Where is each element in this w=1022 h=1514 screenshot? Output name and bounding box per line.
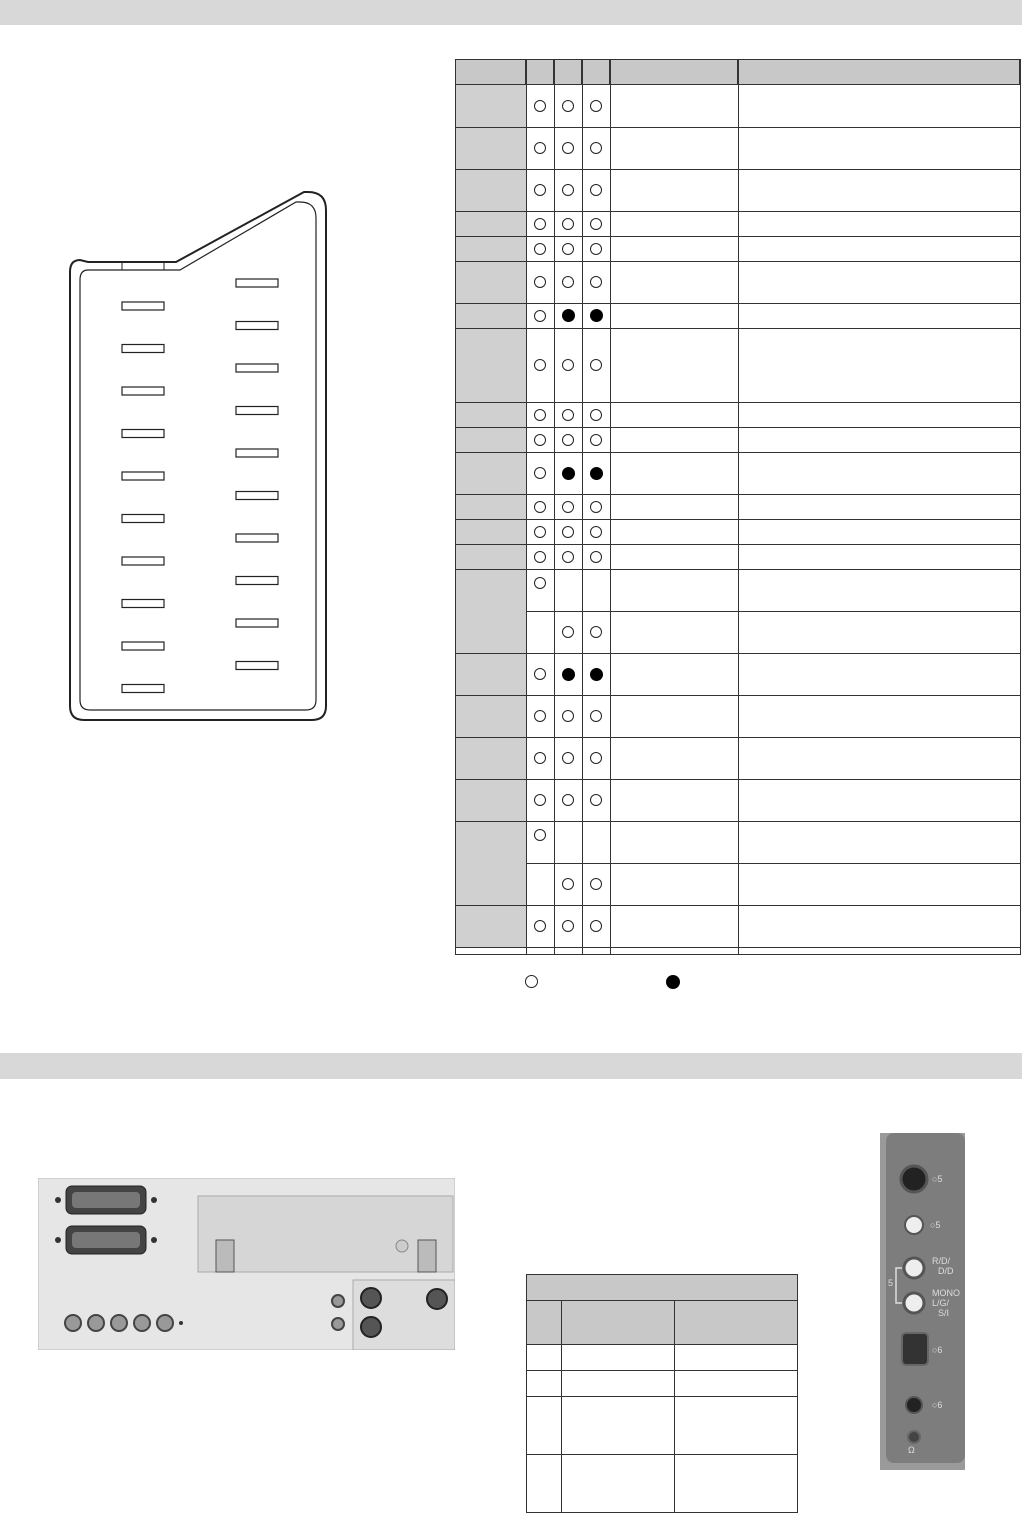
open-circle-icon	[590, 100, 602, 112]
pin-number-cell	[456, 821, 526, 905]
open-circle-icon	[590, 501, 602, 513]
open-circle-icon	[562, 501, 574, 513]
table-header-cell	[554, 60, 582, 85]
pin-number-cell	[456, 169, 526, 211]
svg-text:L/G/: L/G/	[932, 1298, 950, 1308]
pin-number-cell	[456, 779, 526, 821]
open-circle-icon	[534, 218, 546, 230]
table-row-divider	[526, 863, 1020, 864]
pin-number-cell	[456, 653, 526, 695]
open-circle-icon	[534, 310, 546, 322]
open-circle-icon	[590, 243, 602, 255]
pin-number-cell	[456, 427, 526, 452]
scart-pin	[236, 492, 278, 500]
open-circle-icon	[534, 829, 546, 841]
open-circle-icon	[590, 184, 602, 196]
open-circle-icon	[590, 551, 602, 563]
open-circle-icon	[590, 409, 602, 421]
svg-text:MONO: MONO	[932, 1288, 960, 1298]
open-circle-icon	[534, 501, 546, 513]
open-circle-icon	[590, 794, 602, 806]
pin-number-cell	[456, 402, 526, 427]
pin-number-cell	[456, 211, 526, 236]
open-circle-icon	[562, 794, 574, 806]
filled-circle-icon	[590, 467, 603, 480]
connector-pin-table	[526, 1274, 798, 1513]
table-header-cell	[738, 60, 1020, 85]
pin-number-cell	[456, 261, 526, 303]
open-circle-icon	[590, 359, 602, 371]
open-circle-icon	[562, 100, 574, 112]
open-circle-icon	[534, 243, 546, 255]
open-circle-icon	[562, 243, 574, 255]
open-circle-icon	[562, 920, 574, 932]
pin-number-cell	[456, 519, 526, 544]
open-circle-icon	[534, 100, 546, 112]
open-circle-icon	[534, 577, 546, 589]
conn-header-columns	[527, 1301, 797, 1344]
open-circle-icon	[534, 467, 546, 479]
open-circle-icon	[590, 434, 602, 446]
open-circle-icon	[534, 551, 546, 563]
filled-circle-icon	[562, 668, 575, 681]
filled-circle-icon	[590, 309, 603, 322]
pin-number-cell	[456, 569, 526, 653]
pin-number-cell	[456, 85, 526, 127]
scart-pin	[236, 534, 278, 542]
scart-pin	[122, 430, 164, 438]
open-circle-icon	[590, 526, 602, 538]
scart-pin	[122, 345, 164, 353]
scart-pin	[236, 407, 278, 415]
scart-pin	[122, 302, 164, 310]
scart-pin	[122, 685, 164, 693]
open-circle-icon	[562, 218, 574, 230]
open-circle-icon	[562, 710, 574, 722]
open-circle-icon	[590, 920, 602, 932]
pin-number-cell	[456, 452, 526, 494]
table-header-cell	[610, 60, 738, 85]
open-circle-icon	[534, 920, 546, 932]
pin-number-cell	[456, 737, 526, 779]
open-circle-icon	[534, 276, 546, 288]
scart-pin	[122, 600, 164, 608]
open-circle-icon	[534, 752, 546, 764]
scart-pin	[122, 472, 164, 480]
table-column-divider	[554, 60, 555, 954]
conn-header-title	[527, 1275, 797, 1300]
table-column-divider	[582, 60, 583, 954]
pin-number-cell	[456, 905, 526, 947]
scart-pin	[236, 577, 278, 585]
rear-panel-photo	[38, 1178, 455, 1350]
scart-connector-diagram	[68, 190, 330, 724]
open-circle-icon	[534, 668, 546, 680]
scart-pin-table	[455, 59, 1021, 955]
open-circle-icon	[562, 526, 574, 538]
open-circle-icon	[562, 878, 574, 890]
pin-number-cell	[456, 127, 526, 169]
open-circle-icon	[534, 184, 546, 196]
svg-text:Ω: Ω	[908, 1445, 915, 1455]
svg-text:S/I: S/I	[938, 1308, 950, 1318]
pin-number-cell	[456, 695, 526, 737]
open-circle-icon	[534, 409, 546, 421]
legend-open-circle-icon	[525, 975, 538, 988]
table-header-cell	[526, 60, 554, 85]
open-circle-icon	[590, 276, 602, 288]
open-circle-icon	[590, 218, 602, 230]
scart-pin	[236, 364, 278, 372]
open-circle-icon	[562, 626, 574, 638]
svg-text:D/D: D/D	[938, 1266, 954, 1276]
svg-text:○5: ○5	[930, 1220, 941, 1230]
svg-text:○6: ○6	[932, 1345, 943, 1355]
filled-circle-icon	[590, 668, 603, 681]
legend-filled-circle-icon	[666, 975, 680, 989]
table-header-cell	[456, 60, 526, 85]
pin-number-cell	[456, 236, 526, 261]
open-circle-icon	[562, 276, 574, 288]
table-column-divider	[610, 60, 611, 954]
scart-pin	[122, 642, 164, 650]
scart-pin	[122, 515, 164, 523]
table-row-divider	[526, 611, 1020, 612]
open-circle-icon	[534, 526, 546, 538]
open-circle-icon	[534, 794, 546, 806]
open-circle-icon	[562, 434, 574, 446]
pin-number-cell	[456, 303, 526, 328]
open-circle-icon	[562, 184, 574, 196]
scart-pin	[236, 322, 278, 330]
table-column-divider	[738, 60, 739, 954]
open-circle-icon	[590, 710, 602, 722]
open-circle-icon	[590, 878, 602, 890]
filled-circle-icon	[562, 309, 575, 322]
svg-text:○6: ○6	[932, 1400, 943, 1410]
scart-pin	[236, 449, 278, 457]
filled-circle-icon	[562, 467, 575, 480]
scart-pin	[122, 387, 164, 395]
table-column-divider	[526, 60, 527, 954]
scart-pin	[122, 557, 164, 565]
open-circle-icon	[534, 434, 546, 446]
open-circle-icon	[534, 710, 546, 722]
side-panel-photo	[880, 1133, 965, 1470]
open-circle-icon	[590, 752, 602, 764]
svg-text:R/D/: R/D/	[932, 1256, 950, 1266]
open-circle-icon	[590, 626, 602, 638]
open-circle-icon	[562, 551, 574, 563]
open-circle-icon	[562, 409, 574, 421]
section-header-band-2	[0, 1053, 1022, 1079]
open-circle-icon	[562, 142, 574, 154]
scart-pin	[236, 279, 278, 287]
scart-pin	[236, 619, 278, 627]
pin-number-cell	[456, 494, 526, 519]
open-circle-icon	[562, 752, 574, 764]
open-circle-icon	[534, 142, 546, 154]
pin-number-cell	[456, 328, 526, 402]
section-header-band	[0, 0, 1022, 25]
svg-text:5: 5	[888, 1278, 894, 1288]
svg-text:○5: ○5	[932, 1174, 943, 1184]
open-circle-icon	[590, 142, 602, 154]
scart-pin	[236, 662, 278, 670]
open-circle-icon	[562, 359, 574, 371]
table-header-cell	[582, 60, 610, 85]
open-circle-icon	[534, 359, 546, 371]
pin-number-cell	[456, 544, 526, 569]
